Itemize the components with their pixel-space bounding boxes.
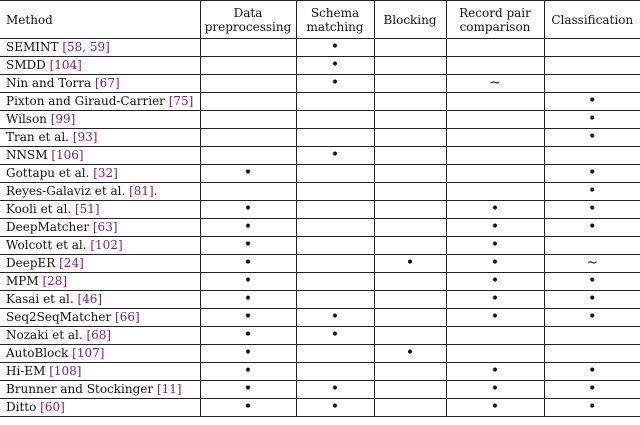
table-row [0,39,640,57]
mark-cell: • [544,129,640,147]
method-cell [0,381,200,399]
header-line: Data [233,5,263,20]
mark-cell [446,57,544,75]
mark-cell [544,57,640,75]
mark-cell: • [446,291,544,309]
mark-cell [200,183,296,201]
mark-cell [446,165,544,183]
mark-cell: • [296,39,374,57]
mark-cell: • [544,201,640,219]
mark-cell: • [544,111,640,129]
header-data-preprocessing [200,1,296,39]
mark-cell: • [296,381,374,399]
citation-link[interactable]: [68] [86,328,112,342]
citation-link[interactable]: [99] [50,112,76,126]
method-name: AutoBlock [6,346,73,360]
mark-cell [374,399,446,417]
citation-link[interactable]: [102] [90,238,123,252]
header-line: Record pair [459,5,531,20]
header-line: preprocessing [204,19,292,34]
mark-cell: • [446,381,544,399]
mark-cell: • [544,363,640,381]
mark-cell [374,201,446,219]
method-cell [0,111,200,129]
citation-link[interactable]: [67] [95,76,120,90]
method-cell [0,309,200,327]
method-cell [0,219,200,237]
method-name: MPM [6,274,43,288]
citation-link[interactable]: [46] [77,292,103,306]
mark-cell [296,255,374,273]
table-row [0,237,640,255]
mark-cell [374,129,446,147]
mark-cell: • [544,93,640,111]
mark-cell [446,147,544,165]
mark-cell: • [296,399,374,417]
table-row [0,165,640,183]
method-name: Gottapu et al. [6,166,94,180]
mark-cell: • [296,309,374,327]
citation-link[interactable]: [104] [49,58,82,72]
mark-cell [296,291,374,309]
mark-cell [374,309,446,327]
mark-cell: • [544,219,640,237]
table-row [0,255,640,273]
method-name: Hi-EM [6,364,50,378]
table-row [0,345,640,363]
table-row [0,219,640,237]
mark-cell [296,183,374,201]
mark-cell: • [200,291,296,309]
citation-link[interactable]: [107] [72,346,105,360]
mark-cell [296,93,374,111]
method-name: Reyes-Galaviz et al. [6,184,130,198]
mark-cell [446,93,544,111]
mark-cell [200,147,296,165]
mark-cell [374,237,446,255]
header-record-pair-comparison [446,1,544,39]
method-name: Tran et al. [6,130,73,144]
mark-cell: • [544,273,640,291]
mark-cell: • [200,309,296,327]
method-cell [0,273,200,291]
table-row [0,399,640,417]
mark-cell [200,75,296,93]
table-row [0,129,640,147]
citation-link[interactable]: [66] [115,310,140,324]
mark-cell [446,129,544,147]
mark-cell: • [544,399,640,417]
mark-cell: • [296,147,374,165]
method-name: Ditto [6,400,41,414]
method-cell [0,147,200,165]
header-line: comparison [459,19,531,34]
mark-cell [296,363,374,381]
header-blocking [374,1,446,39]
citation-link[interactable]: [93] [72,130,98,144]
method-name: Nozaki et al. [6,328,87,342]
mark-cell [296,273,374,291]
method-cell [0,57,200,75]
header-line: matching [306,19,364,34]
table-body [0,39,640,417]
method-name: DeepMatcher [6,220,93,234]
mark-cell [374,363,446,381]
method-cell [0,363,200,381]
mark-cell [374,147,446,165]
mark-cell [544,327,640,345]
mark-cell: • [200,327,296,345]
mark-cell: • [200,255,296,273]
method-cell [0,291,200,309]
method-cell [0,183,200,201]
mark-cell: • [446,255,544,273]
header-schema-matching [296,1,374,39]
mark-cell: • [544,381,640,399]
method-name: NNSM [6,148,52,162]
mark-cell: • [374,345,446,363]
mark-cell: • [374,255,446,273]
mark-cell: • [200,399,296,417]
method-cell [0,93,200,111]
citation-link[interactable]: [28] [42,274,68,288]
mark-cell [544,147,640,165]
mark-cell [374,165,446,183]
header-method-label: Method [6,12,53,27]
header-classification [544,1,640,39]
mark-cell [200,93,296,111]
mark-cell [374,183,446,201]
method-cell [0,201,200,219]
mark-cell [374,291,446,309]
method-cell [0,237,200,255]
mark-cell: • [200,363,296,381]
mark-cell [374,327,446,345]
citation-link[interactable]: [75] [168,94,194,108]
mark-cell [200,39,296,57]
citation-link[interactable]: [63] [92,220,118,234]
header-row [0,1,640,39]
mark-cell: • [200,165,296,183]
mark-cell [374,75,446,93]
mark-cell [374,219,446,237]
method-suffix: . [153,184,158,198]
mark-cell: • [200,219,296,237]
header-line: Classification [551,12,634,27]
mark-cell: • [296,75,374,93]
table-row [0,183,640,201]
citation-link[interactable]: [106] [51,148,84,162]
mark-cell [446,327,544,345]
method-cell [0,39,200,57]
mark-cell [544,345,640,363]
mark-cell [374,111,446,129]
citation-link[interactable]: [24] [59,256,84,270]
citation-link[interactable]: [81] [129,184,154,198]
mark-cell [374,273,446,291]
mark-cell: • [200,345,296,363]
table-row [0,147,640,165]
table-row [0,273,640,291]
mark-cell [446,345,544,363]
mark-cell [200,57,296,75]
table-row [0,291,640,309]
header-line: Schema [310,5,360,20]
mark-cell: • [544,183,640,201]
method-name: Wolcott et al. [6,238,91,252]
mark-cell [296,219,374,237]
mark-cell: • [446,273,544,291]
mark-cell: • [200,201,296,219]
mark-cell: ~ [446,75,544,93]
method-name: Nin and Torra [6,76,95,90]
mark-cell [200,111,296,129]
header-method [0,1,200,39]
mark-cell: ~ [544,255,640,273]
table-row [0,57,640,75]
mark-cell [296,345,374,363]
mark-cell: • [446,309,544,327]
table-row [0,309,640,327]
mark-cell [296,237,374,255]
mark-cell [544,237,640,255]
method-cell [0,129,200,147]
method-name: SEMINT [6,40,63,54]
mark-cell: • [446,399,544,417]
table-row [0,201,640,219]
mark-cell: • [446,237,544,255]
table-row [0,363,640,381]
mark-cell [374,57,446,75]
mark-cell [296,111,374,129]
method-name: Kooli et al. [6,202,75,216]
method-name: DeepER [6,256,60,270]
method-cell [0,327,200,345]
method-name: Pixton and Giraud-Carrier [6,94,169,108]
mark-cell [544,75,640,93]
mark-cell [446,39,544,57]
citation-link[interactable]: [32] [93,166,118,180]
mark-cell: • [200,381,296,399]
table-row [0,327,640,345]
mark-cell [544,39,640,57]
method-cell [0,255,200,273]
citation-link[interactable]: [108] [49,364,82,378]
mark-cell [296,129,374,147]
mark-cell: • [446,363,544,381]
mark-cell: • [296,327,374,345]
mark-cell [296,165,374,183]
citation-link[interactable]: [51] [74,202,100,216]
mark-cell: • [544,165,640,183]
citation-link[interactable]: [58, 59] [62,40,110,54]
mark-cell: • [544,291,640,309]
mark-cell: • [544,309,640,327]
mark-cell [374,381,446,399]
table-row [0,75,640,93]
method-name: Seq2SeqMatcher [6,310,116,324]
method-name: Kasai et al. [6,292,78,306]
mark-cell [200,129,296,147]
table-row [0,381,640,399]
mark-cell: • [200,273,296,291]
mark-cell: • [200,237,296,255]
method-cell [0,399,200,417]
mark-cell: • [446,219,544,237]
mark-cell: • [296,57,374,75]
mark-cell: • [446,201,544,219]
citation-link[interactable]: [11] [156,382,182,396]
mark-cell [296,201,374,219]
mark-cell [374,93,446,111]
citation-link[interactable]: [60] [40,400,65,414]
method-name: Wilson [6,112,51,126]
mark-cell [446,111,544,129]
table-row [0,93,640,111]
method-name: Brunner and Stockinger [6,382,157,396]
method-name: SMDD [6,58,50,72]
mark-cell [374,39,446,57]
mark-cell [446,183,544,201]
table-row [0,111,640,129]
method-cell [0,75,200,93]
header-line: Blocking [383,12,437,27]
method-cell [0,345,200,363]
method-cell [0,165,200,183]
